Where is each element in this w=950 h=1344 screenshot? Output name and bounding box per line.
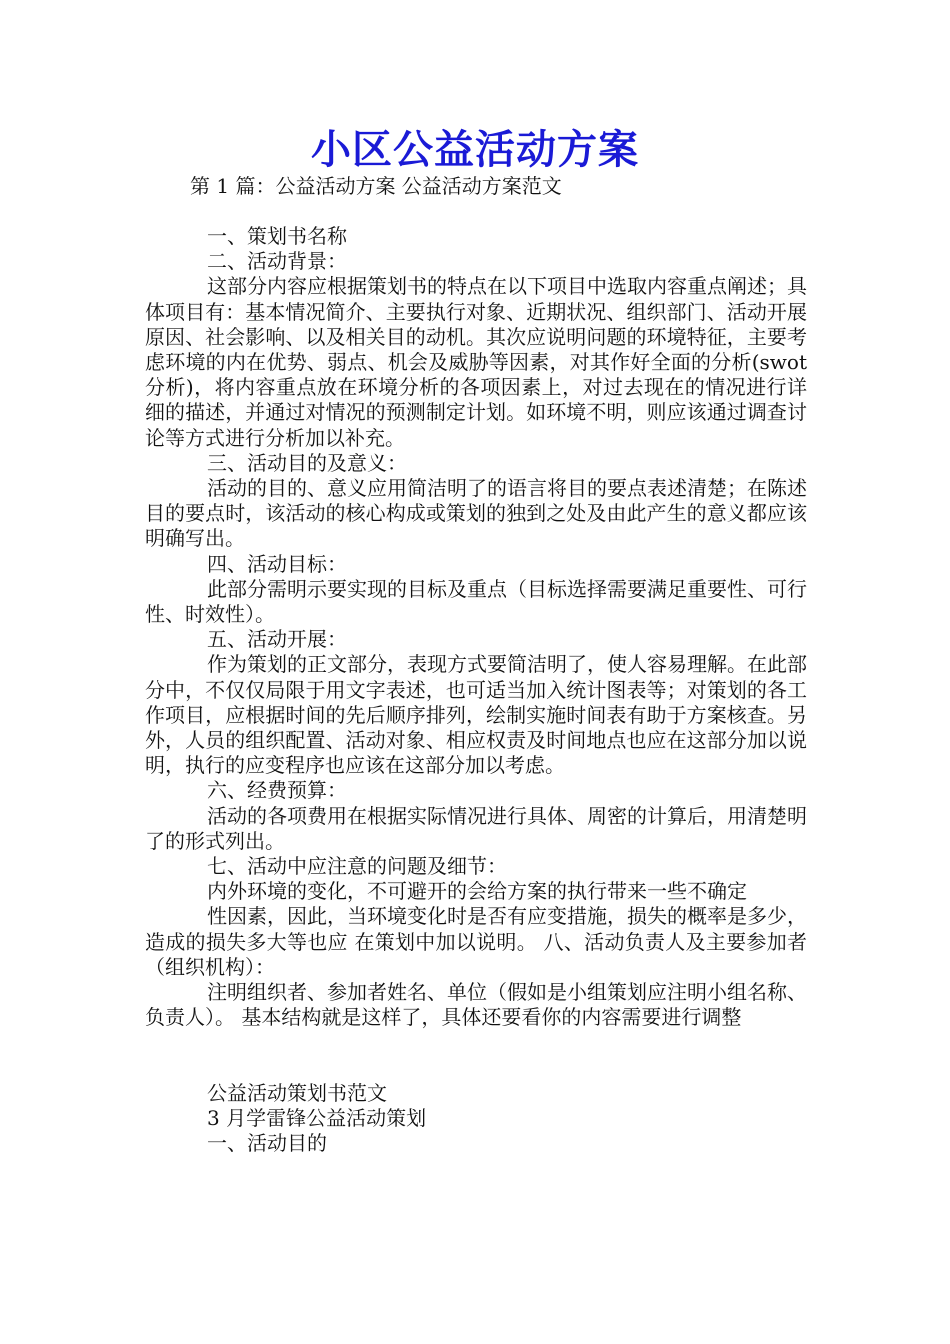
section-heading: 五、活动开展： bbox=[207, 627, 347, 652]
body-paragraph: 活动的目的、意义应用简洁明了的语言将目的要点表述清楚；在陈述目的要点时，该活动的核心构成或策划的独到之处及由此产生的意义都应该明确写出。 bbox=[145, 476, 807, 551]
section-heading: 二、活动背景： bbox=[207, 249, 347, 274]
body-paragraph: 注明组织者、参加者姓名、单位（假如是小组策划应注明小组名称、负责人）。 基本结构就是这样了，具体还要看你的内容需要进行调整 bbox=[145, 980, 807, 1030]
paragraph-gap bbox=[145, 1056, 807, 1081]
document-subtitle: 第 1 篇：公益活动方案 公益活动方案范文 bbox=[190, 174, 562, 198]
body-paragraph: 此部分需明示要实现的目标及重点（目标选择需要满足重要性、可行性、时效性）。 bbox=[145, 576, 807, 627]
body-paragraph: 这部分内容应根据策划书的特点在以下项目中选取内容重点阐述；具体项目有：基本情况简介、主要执行对象、近期状况、组织部门、活动开展原因、社会影响、以及相关目的动机。其次应说明问题的环境特征，主要考虑环境的内在优势、弱点、机会及威胁等因素，对其作好全面的分析(swot 分析)，将内容重点放在环境分析的各项因素上，对过去现在的情况进行详细的描述，并通过对情况的预测制定计划。如环境不明，则应该通过调查讨论等方式进行分析加以补充。 bbox=[145, 274, 807, 450]
section-heading: 公益活动策划书范文 bbox=[207, 1080, 387, 1105]
body-paragraph: 作为策划的正文部分，表现方式要简洁明了，使人容易理解。在此部分中，不仅仅局限于用文字表述，也可适当加入统计图表等；对策划的各工作项目，应根据时间的先后顺序排列，绘制实施时间表有助于方案核查。另外，人员的组织配置、活动对象、相应权责及时间地点也应在这部分加以说明，执行的应变程序也应该在这部分加以考虑。 bbox=[145, 652, 807, 778]
section-heading: 三、活动目的及意义： bbox=[207, 450, 407, 475]
section-heading: 四、活动目标： bbox=[207, 551, 347, 576]
section-heading: 七、活动中应注意的问题及细节： bbox=[207, 854, 507, 879]
body-paragraph: 内外环境的变化，不可避开的会给方案的执行带来一些不确定 bbox=[207, 879, 747, 904]
section-heading: 六、经费预算： bbox=[207, 778, 347, 803]
section-heading: 3 月学雷锋公益活动策划 bbox=[207, 1105, 427, 1130]
document-body bbox=[145, 224, 807, 1156]
body-paragraph: 性因素，因此，当环境变化时是否有应变措施，损失的概率是多少，造成的损失多大等也应 在策划中加以说明。 八、活动负责人及主要参加者（组织机构）： bbox=[145, 904, 807, 979]
body-paragraph: 活动的各项费用在根据实际情况进行具体、周密的计算后，用清楚明了的形式列出。 bbox=[145, 803, 807, 853]
section-heading: 一、活动目的 bbox=[207, 1130, 327, 1155]
paragraph-gap bbox=[145, 1031, 807, 1056]
document-title: 小区公益活动方案 bbox=[311, 126, 639, 173]
section-heading: 一、策划书名称 bbox=[207, 224, 347, 248]
